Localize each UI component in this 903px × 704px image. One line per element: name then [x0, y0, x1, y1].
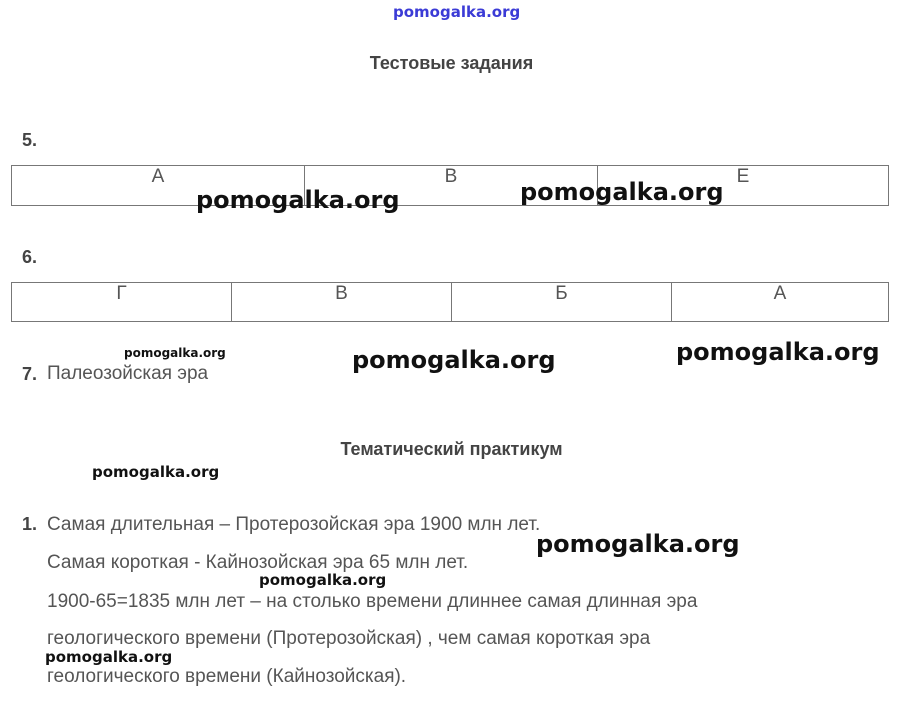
practicum-task-1-line: Самая длительная – Протерозойская эра 1900 млн лет.	[47, 514, 541, 535]
watermark: pomogalka.org	[45, 648, 173, 666]
watermark: pomogalka.org	[352, 346, 556, 374]
practicum-task-1-line: геологического времени (Протерозойская) , чем самая короткая эра	[47, 628, 651, 649]
watermark: pomogalka.org	[259, 571, 387, 589]
watermark: pomogalka.org	[520, 178, 724, 206]
site-link[interactable]: pomogalka.org	[393, 3, 521, 21]
task-6-answer-cell: Б	[452, 283, 672, 322]
task-7-number: 7.	[22, 364, 38, 384]
practicum-task-1-line: Самая короткая - Кайнозойская эра 65 млн лет.	[47, 552, 469, 573]
practicum-task-1-line: геологического времени (Кайнозойская).	[47, 666, 407, 687]
task-6-number: 6.	[22, 247, 38, 267]
practicum-section-title: Тематический практикум	[340, 439, 563, 459]
practicum-task-1-number: 1.	[22, 514, 38, 534]
task-5-number: 5.	[22, 130, 38, 150]
watermark: pomogalka.org	[676, 338, 880, 366]
test-section-title: Тестовые задания	[369, 53, 534, 73]
task-5-answer-cell: А	[12, 166, 305, 206]
task-6-answer-cell: В	[232, 283, 452, 322]
task-5-answer-cell: В	[305, 166, 598, 206]
task-6-answer-cell: А	[672, 283, 889, 322]
task-5-answer-table	[11, 165, 889, 206]
task-6-answer-table	[11, 282, 889, 322]
watermark: pomogalka.org	[92, 463, 220, 481]
task-5-answer-cell: Е	[598, 166, 889, 206]
watermark: pomogalka.org	[196, 186, 400, 214]
task-6-answer-cell: Г	[12, 283, 232, 322]
watermark: pomogalka.org	[124, 346, 226, 360]
practicum-task-1-line: 1900-65=1835 млн лет – на столько времени длиннее самая длинная эра	[47, 591, 698, 612]
watermark: pomogalka.org	[536, 530, 740, 558]
task-7-answer: Палеозойская эра	[47, 363, 209, 384]
